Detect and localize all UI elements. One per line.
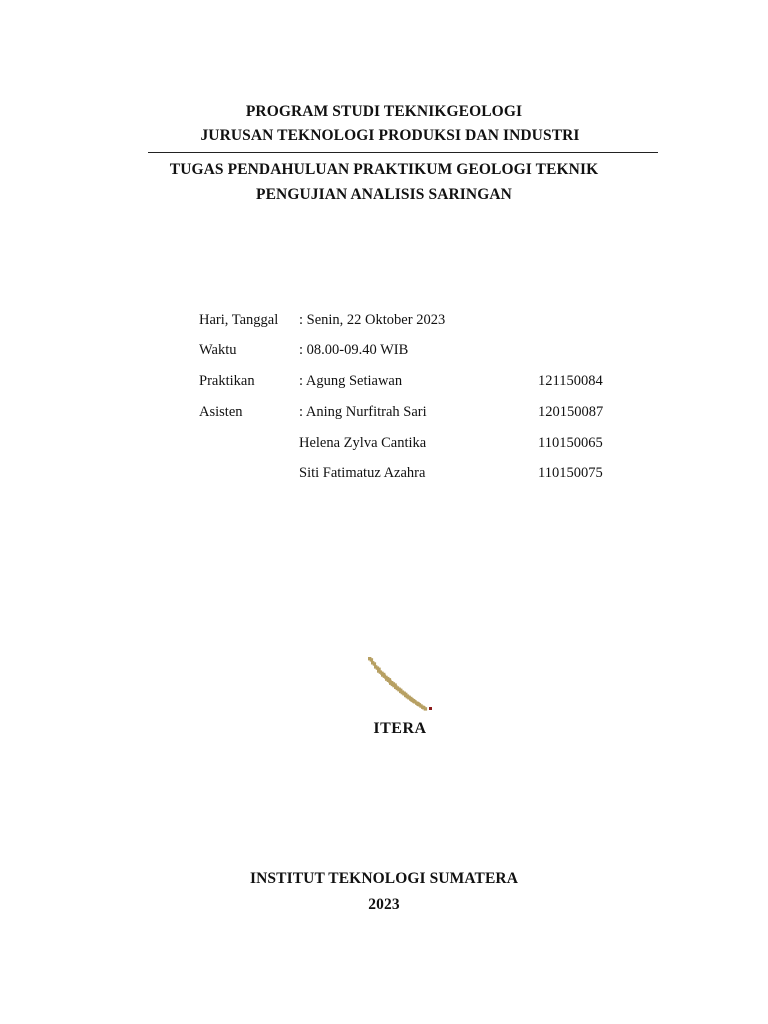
logo-tile bbox=[424, 707, 427, 710]
program-heading: PROGRAM STUDI TEKNIKGEOLOGI bbox=[245, 103, 523, 120]
info-label-assistant: Asisten bbox=[199, 404, 243, 420]
info-value-date: : Senin, 22 Oktober 2023 bbox=[299, 312, 446, 328]
document-subtitle: PENGUJIAN ANALISIS SARINGAN bbox=[256, 186, 512, 203]
itera-logo-text: ITERA bbox=[373, 720, 427, 737]
info-id-assistant-2: 110150065 bbox=[538, 435, 603, 451]
header-divider bbox=[148, 152, 658, 153]
info-value-practitioner: : Agung Setiawan bbox=[299, 373, 403, 389]
info-id-assistant-3: 110150075 bbox=[538, 465, 603, 481]
institution-name: INSTITUT TEKNOLOGI SUMATERA bbox=[250, 870, 518, 887]
info-label-practitioner: Praktikan bbox=[199, 373, 255, 389]
department-heading: JURUSAN TEKNOLOGI PRODUKSI DAN INDUSTRI bbox=[200, 127, 580, 144]
logo-tile bbox=[373, 662, 376, 665]
info-label-date: Hari, Tanggal bbox=[199, 312, 279, 328]
info-value-assistant-3: Siti Fatimatuz Azahra bbox=[299, 465, 426, 481]
info-id-practitioner: 121150084 bbox=[538, 373, 603, 389]
logo-tile bbox=[370, 658, 373, 661]
info-value-assistant-1: : Aning Nurfitrah Sari bbox=[299, 404, 427, 420]
info-id-assistant-1: 120150087 bbox=[538, 404, 604, 420]
info-label-time: Waktu bbox=[199, 342, 237, 358]
document-title: TUGAS PENDAHULUAN PRAKTIKUM GEOLOGI TEKNIK bbox=[169, 161, 599, 178]
info-value-assistant-2: Helena Zylva Cantika bbox=[299, 435, 427, 451]
itera-sumatra-logo-icon bbox=[360, 655, 440, 715]
document-year: 2023 bbox=[368, 896, 400, 913]
info-value-time: : 08.00-09.40 WIB bbox=[299, 342, 409, 358]
